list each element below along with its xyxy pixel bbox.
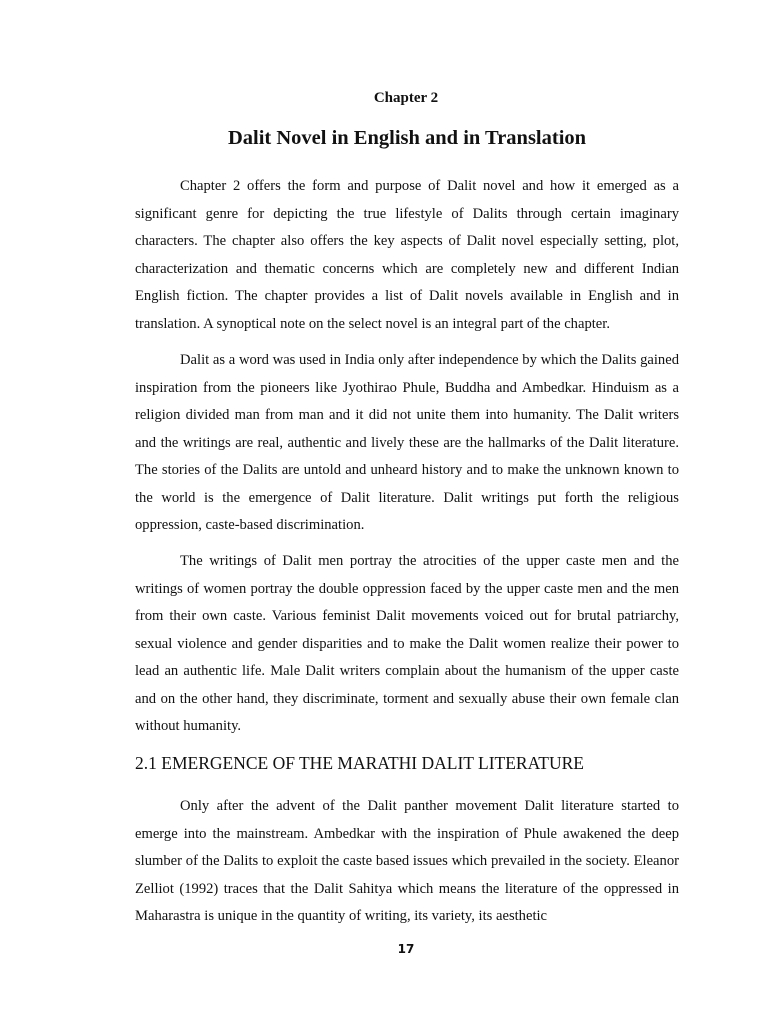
paragraph-4-text: Only after the advent of the Dalit panther movement Dalit literature started to emerge into the mainstream. Ambedkar with the inspiration of Phule awakened the deep slumber of the Dalits to exploit the caste based issues which prevailed in the society. Eleanor Zelliot (1992) traces that the Dalit Sahitya which means the literature of the oppressed in Maharastra is unique in the quantity of writing, its variety, its aesthetic (135, 798, 679, 924)
paragraph-3 (135, 548, 679, 741)
paragraph-1 (135, 173, 679, 338)
section-heading: 2.1 EMERGENCE OF THE MARATHI DALIT LITERATURE (135, 753, 584, 773)
chapter-label: Chapter 2 (373, 90, 439, 106)
paragraph-4 (135, 793, 679, 931)
paragraph-2 (135, 347, 679, 540)
paragraph-3-text: The writings of Dalit men portray the atrocities of the upper caste men and the writings of women portray the double oppression faced by the upper caste men and the men from their own caste. Various feminist Dalit movements voiced out for brutal patriarchy, sexual violence and gender disparities and to make the Dalit women realize their power to lead an authentic life. Male Dalit writers complain about the humanism of the upper caste and on the other hand, they discriminate, torment and sexually abuse their own female clan without humanity. (135, 553, 679, 734)
paragraph-2-text: Dalit as a word was used in India only after independence by which the Dalits gained inspiration from the pioneers like Jyothirao Phule, Buddha and Ambedkar. Hinduism as a religion divided man from man and it did not unite them into humanity. The Dalit writers and the writings are real, authentic and lively these are the hallmarks of the Dalit literature. The stories of the Dalits are untold and unheard history and to make the unknown known to the world is the emergence of Dalit literature. Dalit writings put forth the religious oppression, caste-based discrimination. (135, 352, 679, 533)
chapter-title: Dalit Novel in English and in Translation (227, 127, 587, 149)
page-number: 17 (397, 942, 415, 956)
paragraph-1-text: Chapter 2 offers the form and purpose of Dalit novel and how it emerged as a significant genre for depicting the true lifestyle of Dalits through certain imaginary characters. The chapter also offers the key aspects of Dalit novel especially setting, plot, characterization and thematic concerns which are completely new and different Indian English fiction. The chapter provides a list of Dalit novels available in English and in translation. A synoptical note on the select novel is an integral part of the chapter. (135, 178, 679, 332)
